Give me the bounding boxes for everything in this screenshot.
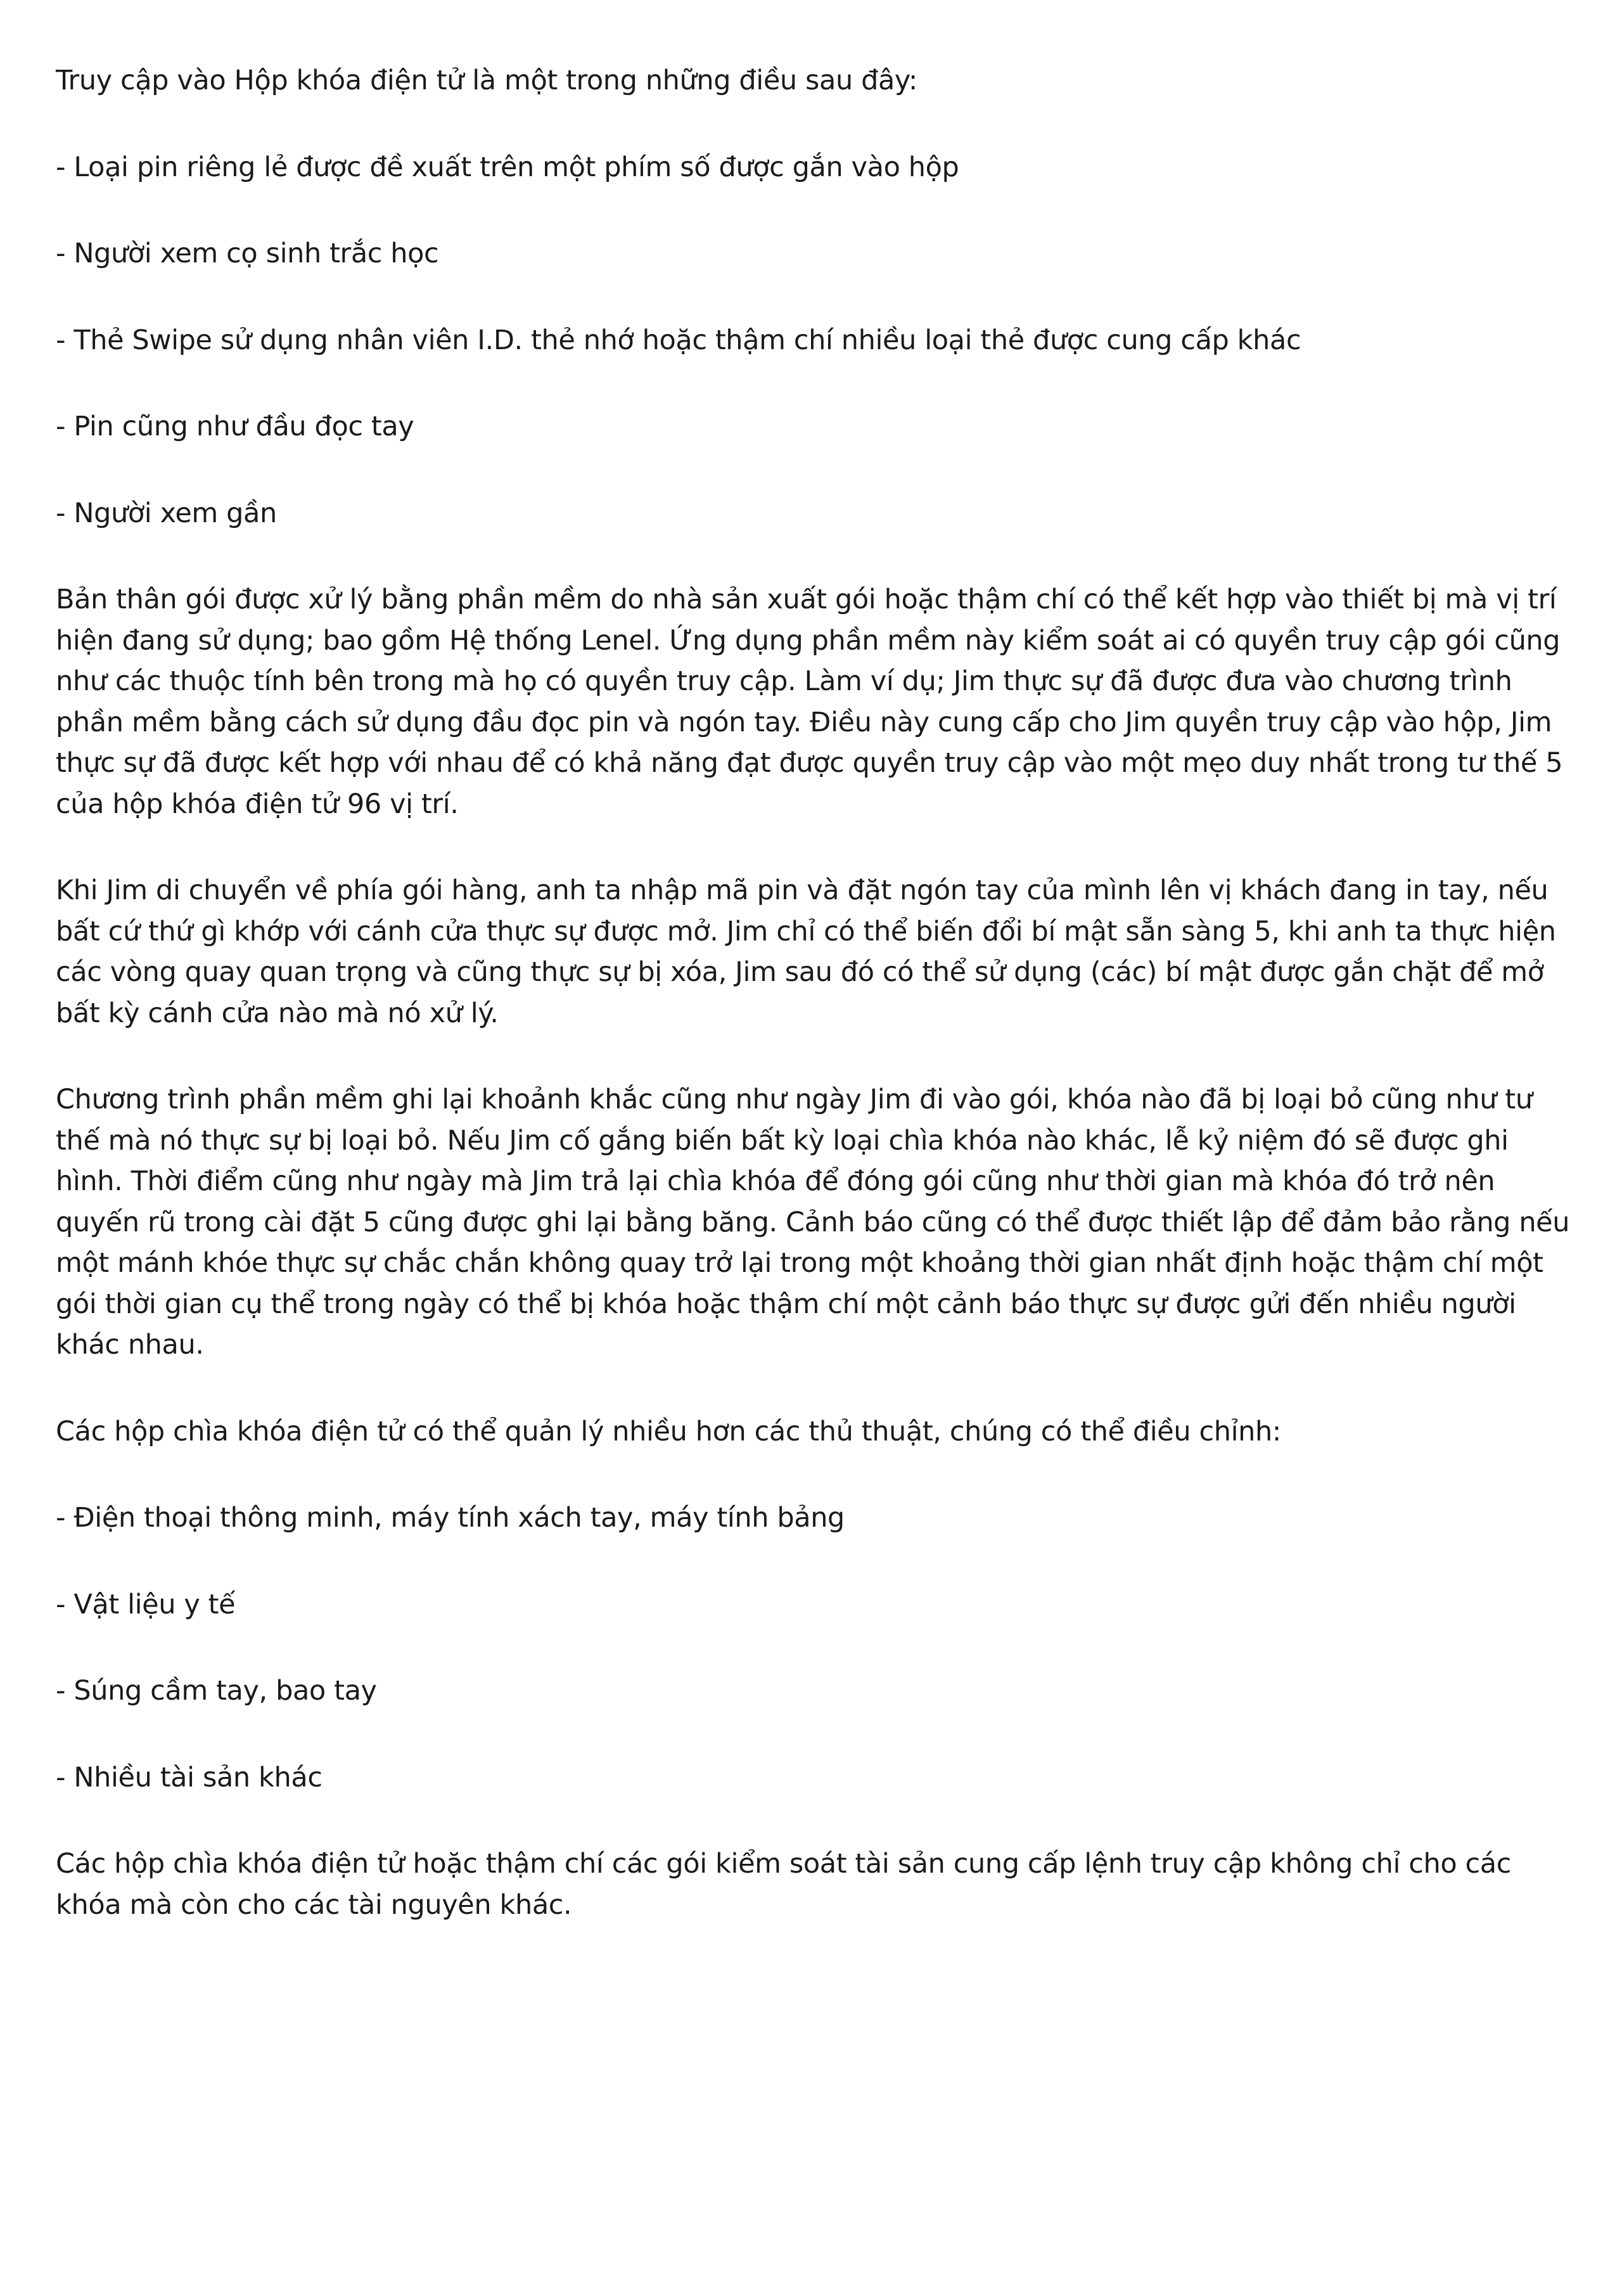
managed-item: - Điện thoại thông minh, máy tính xách tay, máy tính bảng [56, 1502, 845, 1534]
conclusion-paragraph: Các hộp chìa khóa điện tử hoặc thậm chí các gói kiểm soát tài sản cung cấp lệnh truy cập không chỉ cho các khóa mà còn cho các tài nguyên khác. [56, 1848, 1511, 1921]
jim-paragraph: Khi Jim di chuyển về phía gói hàng, anh ta nhập mã pin và đặt ngón tay của mình lên vị khách đang in tay, nếu bất cứ thứ gì khớp với cánh cửa thực sự được mở. Jim chỉ có thể biến đổi bí mật sẵn sàng 5, khi anh ta thực hiện các vòng quay quan trọng và cũng thực sự bị xóa, Jim sau đó có thể sử dụng (các) bí mật được gắn chặt để mở bất kỳ cánh cửa nào mà nó xử lý. [56, 875, 1556, 1029]
managed-intro-text: Các hộp chìa khóa điện tử có thể quản lý nhiều hơn các thủ thuật, chúng có thể điều chỉnh: [56, 1415, 1281, 1447]
logging-paragraph: Chương trình phần mềm ghi lại khoảnh khắc cũng như ngày Jim đi vào gói, khóa nào đã bị loại bỏ cũng như tư thế mà nó thực sự bị loại bỏ. Nếu Jim cố gắng biến bất kỳ loại chìa khóa nào khác, lễ kỷ niệm đó sẽ được ghi hình. Thời điểm cũng như ngày mà Jim trả lại chìa khóa để đóng gói cũng như thời gian mà khóa đó trở nên quyến rũ trong cài đặt 5 cũng được ghi lại bằng băng. Cảnh báo cũng có thể được thiết lập để đảm bảo rằng nếu một mánh khóe thực sự chắc chắn không quay trở lại trong một khoảng thời gian nhất định hoặc thậm chí một gói thời gian cụ thể trong ngày có thể bị khóa hoặc thậm chí một cảnh báo thực sự được gửi đến nhiều người khác nhau. [56, 1084, 1570, 1361]
managed-item: - Súng cầm tay, bao tay [56, 1675, 377, 1707]
access-method-item: - Người xem cọ sinh trắc học [56, 238, 439, 269]
software-paragraph: Bản thân gói được xử lý bằng phần mềm do nhà sản xuất gói hoặc thậm chí có thể kết hợp vào thiết bị mà vị trí hiện đang sử dụng; bao gồm Hệ thống Lenel. Ứng dụng phần mềm này kiểm soát ai có quyền truy cập gói cũng như các thuộc tính bên trong mà họ có quyền truy cập. Làm ví dụ; Jim thực sự đã được đưa vào chương trình phần mềm bằng cách sử dụng đầu đọc pin và ngón tay. Điều này cung cấp cho Jim quyền truy cập vào hộp, Jim thực sự đã được kết hợp với nhau để có khả năng đạt được quyền truy cập vào một mẹo duy nhất trong tư thế 5 của hộp khóa điện tử 96 vị trí. [56, 584, 1563, 820]
intro-text: Truy cập vào Hộp khóa điện tử là một trong những điều sau đây: [56, 65, 917, 96]
managed-item: - Vật liệu y tế [56, 1588, 236, 1620]
access-method-item: - Pin cũng như đầu đọc tay [56, 411, 414, 442]
managed-item: - Nhiều tài sản khác [56, 1761, 322, 1793]
access-method-item: - Loại pin riêng lẻ được đề xuất trên một phím số được gắn vào hộp [56, 151, 959, 183]
access-method-item: - Người xem gần [56, 497, 277, 529]
access-method-item: - Thẻ Swipe sử dụng nhân viên I.D. thẻ nhớ hoặc thậm chí nhiều loại thẻ được cung cấp khác [56, 324, 1301, 356]
document-body [56, 60, 1576, 1925]
